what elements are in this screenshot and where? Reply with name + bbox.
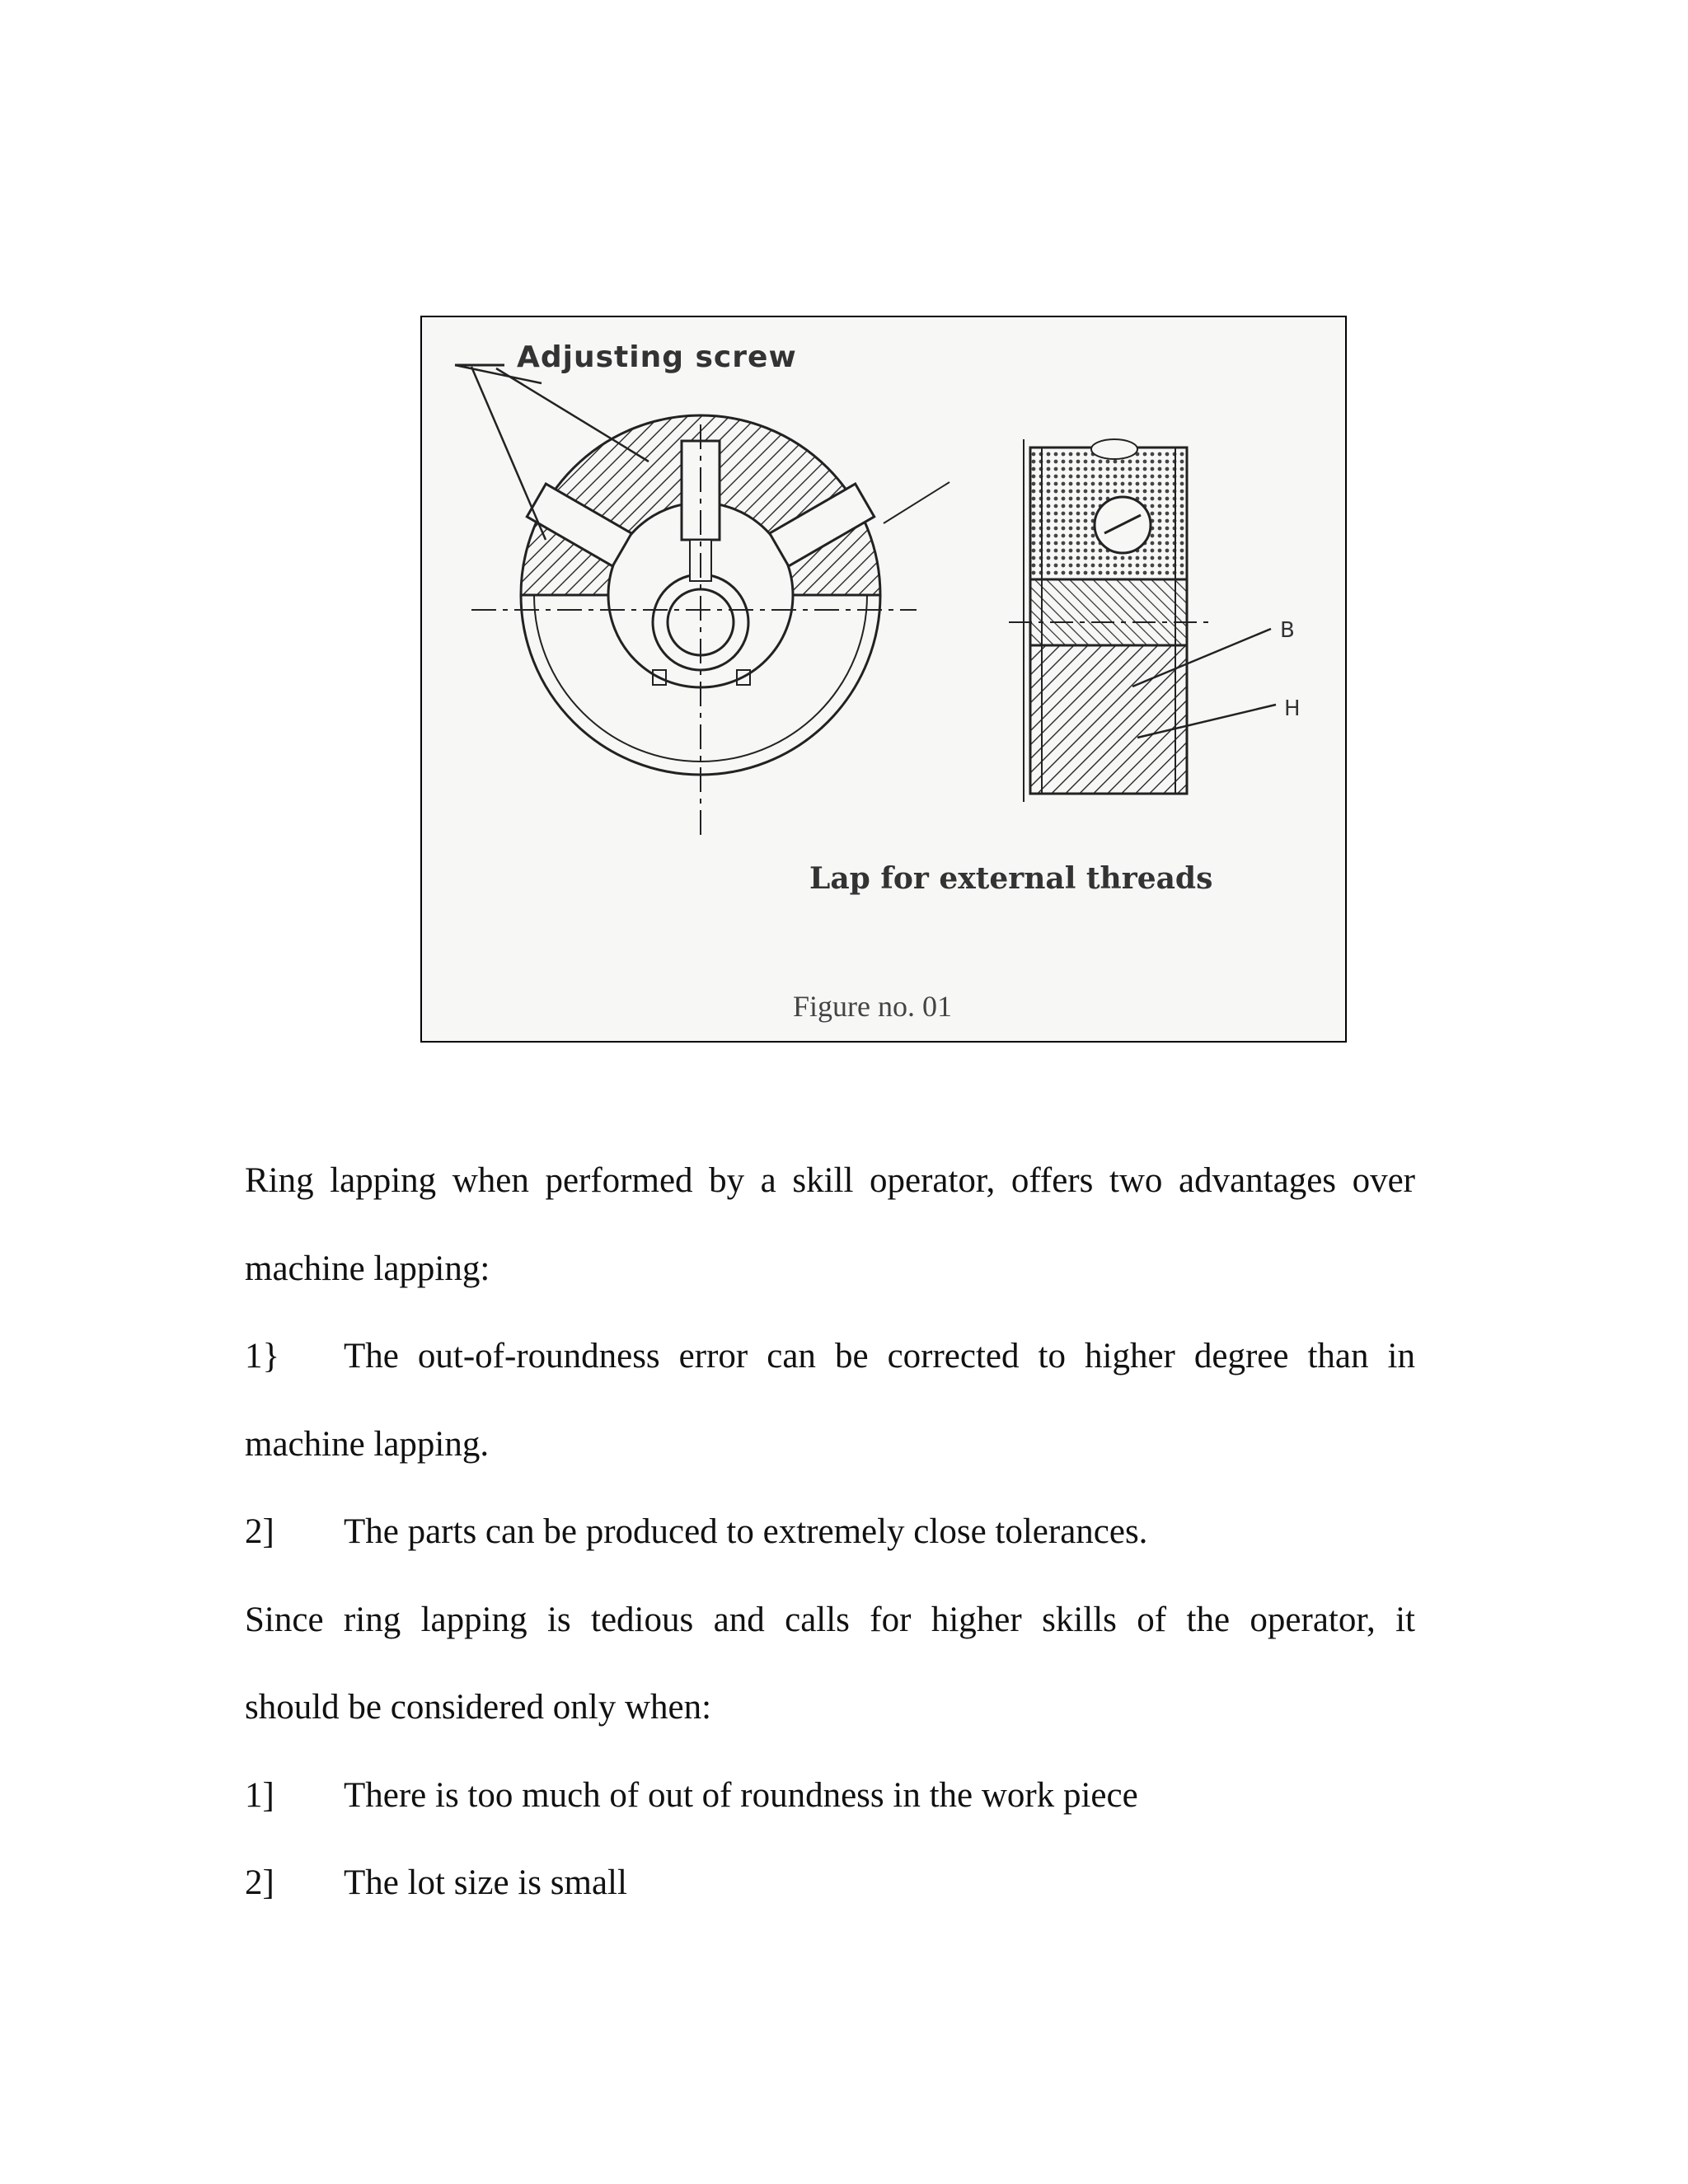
advantage-1-line-1: The out-of-roundness error can be corrected to higher degree than in: [344, 1337, 1415, 1376]
figure-frame: [420, 316, 1347, 1043]
advantage-2-text: The parts can be produced to extremely close tolerances.: [344, 1512, 1148, 1551]
condition-1: [245, 1774, 1415, 1817]
advantage-1-number: 1}: [245, 1337, 280, 1376]
condition-2-number: 2]: [245, 1863, 274, 1902]
since-line-2: should be considered only when:: [245, 1688, 712, 1727]
ring-lap-side-view: [1009, 439, 1276, 802]
label-h: H: [1284, 696, 1301, 721]
intro-line-2: machine lapping:: [245, 1249, 490, 1288]
condition-1-number: 1]: [245, 1776, 274, 1815]
since-line-1: Since ring lapping is tedious and calls for higher skills of the operator, it: [245, 1601, 1415, 1639]
figure-caption: Figure no. 01: [793, 990, 952, 1023]
condition-2: [245, 1862, 1415, 1905]
advantage-1-line-2: machine lapping.: [245, 1425, 490, 1464]
advantage-2-number: 2]: [245, 1512, 274, 1551]
ring-lap-front-view: [455, 365, 950, 837]
adjusting-screw-label: Adjusting screw: [517, 340, 797, 374]
intro-line-1: Ring lapping when performed by a skill operator, offers two advantages over: [245, 1161, 1415, 1200]
condition-1-text: There is too much of out of roundness in the work piece: [344, 1776, 1138, 1815]
advantage-1: [245, 1335, 1415, 1378]
advantage-2: [245, 1511, 1415, 1554]
lap-drawing: [422, 317, 1345, 1041]
label-b: B: [1280, 618, 1295, 643]
lap-external-threads-label: Lap for external threads: [809, 861, 1213, 896]
condition-2-text: The lot size is small: [344, 1863, 627, 1902]
